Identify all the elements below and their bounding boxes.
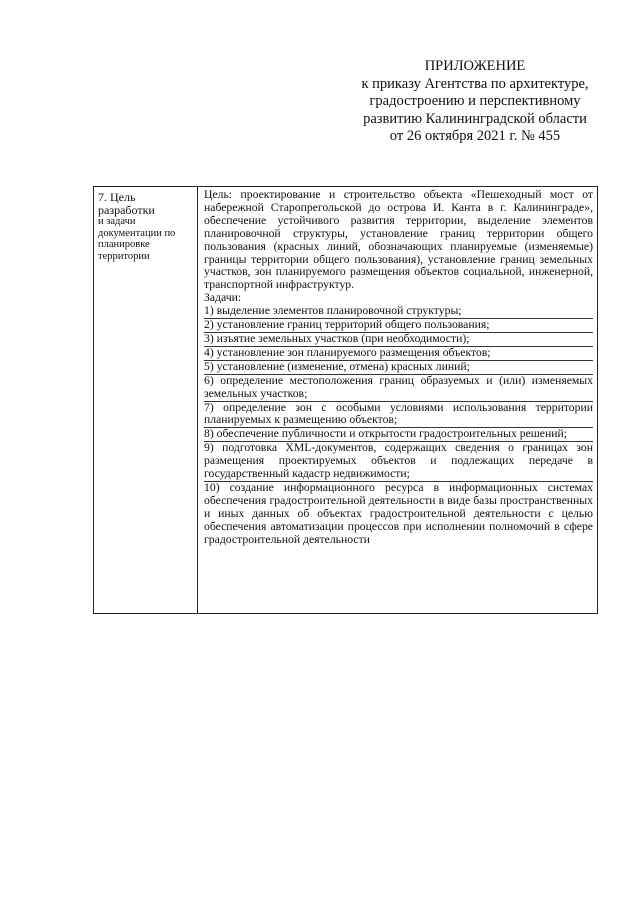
task-item: 8) обеспечение публичности и открытости градостроительных решений; <box>204 428 593 442</box>
section-number-title: 7. Цель <box>98 190 136 204</box>
task-item: 1) выделение элементов планировочной структуры; <box>204 305 593 319</box>
section-label-cell <box>94 187 198 613</box>
section-title-5: планировке <box>98 239 150 250</box>
section-title-6: территории <box>98 250 150 262</box>
task-item: 2) установление границ территорий общего пользования; <box>204 319 593 333</box>
order-line-2: градостроению и перспективному <box>369 93 581 109</box>
order-line-3: развитию Калининградской области <box>363 110 587 127</box>
section-title-4: документации по <box>98 227 176 239</box>
task-item: 6) определение местоположения границ образуемых и (или) изменяемых земельных участков; <box>204 373 593 400</box>
appendix-title: ПРИЛОЖЕНИЕ <box>424 58 526 74</box>
task-item: 5) установление (изменение, отмена) красных линий; <box>204 361 593 375</box>
appendix-header <box>330 58 620 146</box>
section-title-3: и задачи <box>98 216 136 227</box>
tasks-heading: Задачи: <box>204 291 242 305</box>
order-date-number: от 26 октября 2021 г. № 455 <box>389 128 561 144</box>
section-content-cell <box>198 187 597 613</box>
task-item: 4) установление зон планируемого размещения объектов; <box>204 347 593 361</box>
order-line-1: к приказу Агентства по архитектуре, <box>361 75 589 92</box>
document-table <box>93 186 598 614</box>
task-item: 9) подготовка XML-документов, содержащих сведения о границах зон размещения проектируемых объектов и подлежащих передаче в государственный кадастр недвижимости; <box>204 441 593 481</box>
section-title-2: разработки <box>98 202 155 217</box>
task-item: 3) изъятие земельных участков (при необходимости); <box>204 333 593 347</box>
task-item: 10) создание информационного ресурса в информационных системах обеспечения градостроительной деятельности в виде базы пространственных и иных данных об объектах градостроительной деятельности с целью обеспечения автоматизации процессов при исполнении полномочий в сфере градостроительной деятельности <box>204 480 593 546</box>
goal-text: Цель: проектирование и строительство объекта «Пешеходный мост от набережной Старопрегольской до острова И. Канта в г. Калининграде», обеспечение устойчивого развития территории, выделение элементов планировочной структуры, установление границ территории общего пользования (красных линий, обозначающих планируемые (изменяемые) границы территории общего пользования), установление границ земельных участков, зон планируемого размещения объектов социальной, инженерной, транспортной инфраструктур. <box>204 188 593 292</box>
task-item: 7) определение зон с особыми условиями использования территории планируемых к размещению объектов; <box>204 400 593 427</box>
